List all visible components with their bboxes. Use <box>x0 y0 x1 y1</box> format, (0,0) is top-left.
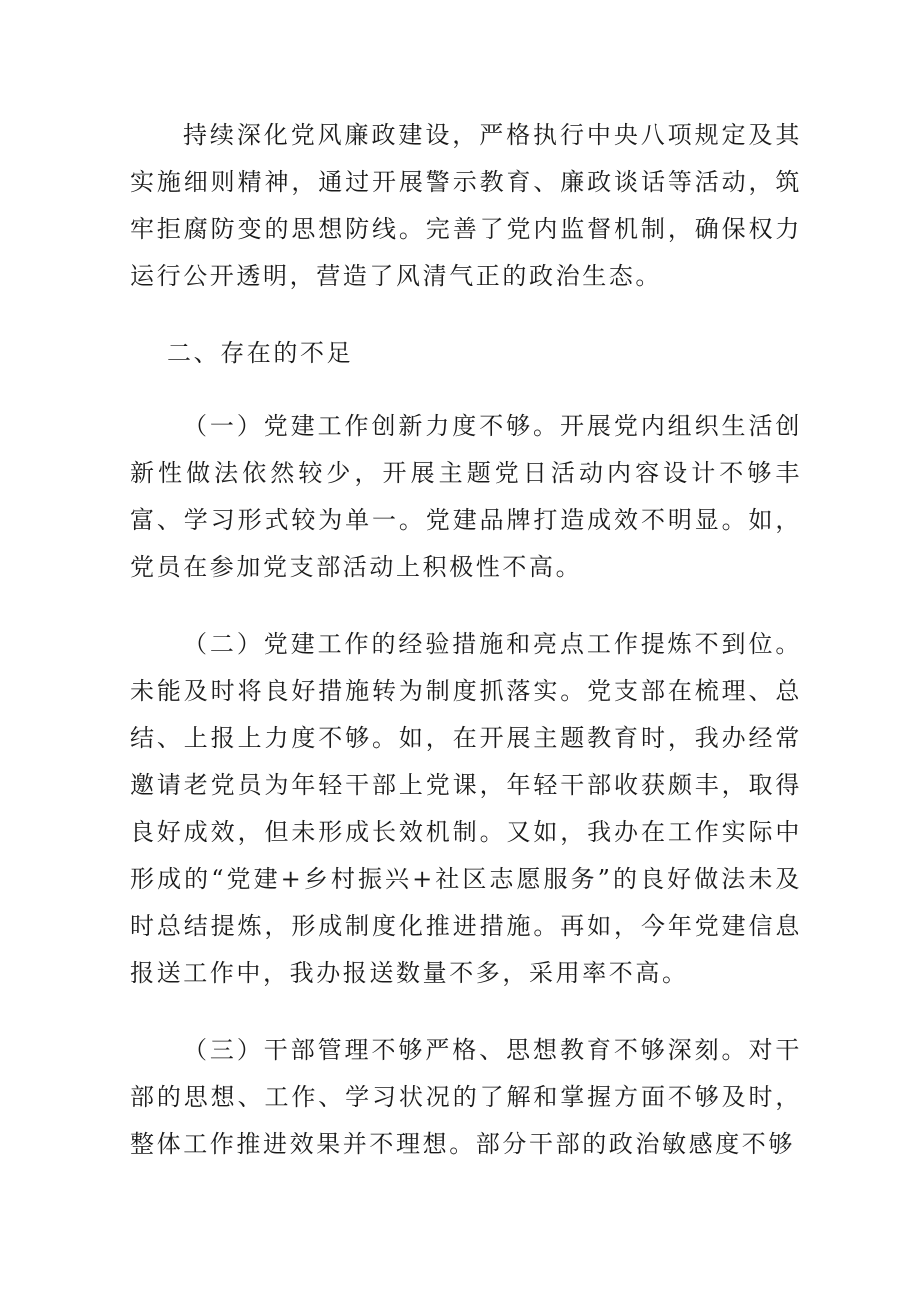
paragraph-shortcoming-3: （三）干部管理不够严格、思想教育不够深刻。对干部的思想、工作、学习状况的了解和掌握方面不够及时，整体工作推进效果并不理想。部分干部的政治敏感度不够 <box>130 1036 802 1158</box>
document-page <box>130 112 802 1168</box>
paragraph-shortcoming-2: （二）党建工作的经验措施和亮点工作提炼不到位。未能及时将良好措施转为制度抓落实。党支部在梳理、总结、上报上力度不够。如，在开展主题教育时，我办经常邀请老党员为年轻干部上党课，年轻干部收获颇丰，取得良好成效，但未形成长效机制。又如，我办在工作实际中形成的“党建+乡村振兴+社区志愿服务”的良好做法未及时总结提炼，形成制度化推进措施。再如，今年党建信息报送工作中，我办报送数量不多，采用率不高。 <box>130 630 802 987</box>
paragraph-party-conduct: 持续深化党风廉政建设，严格执行中央八项规定及其实施细则精神，通过开展警示教育、廉政谈话等活动，筑牢拒腐防变的思想防线。完善了党内监督机制，确保权力运行公开透明，营造了风清气正的政治生态。 <box>130 121 802 290</box>
paragraph-shortcoming-1: （一）党建工作创新力度不够。开展党内组织生活创新性做法依然较少，开展主题党日活动内容设计不够丰富、学习形式较为单一。党建品牌打造成效不明显。如，党员在参加党支部活动上积极性不高。 <box>130 412 802 581</box>
section-heading-shortcomings: 二、存在的不足 <box>167 339 354 367</box>
